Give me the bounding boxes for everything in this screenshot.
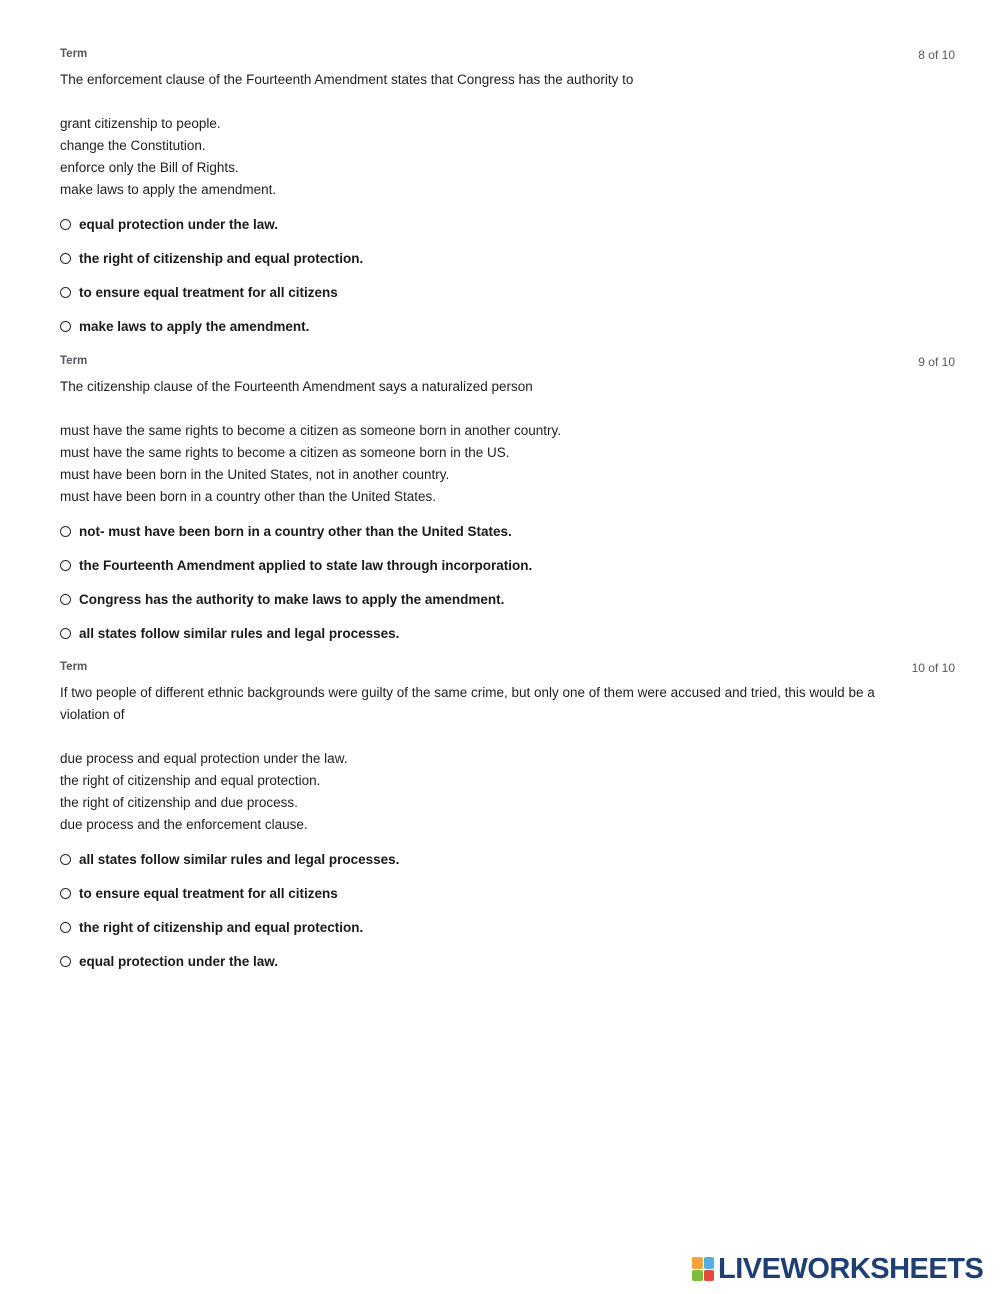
radio-button[interactable] <box>60 854 71 865</box>
prompt-line: violation of <box>60 707 125 722</box>
term-label: Term <box>60 661 88 673</box>
answer-option[interactable] <box>60 554 955 576</box>
radio-button[interactable] <box>60 287 71 298</box>
radio-button[interactable] <box>60 956 71 967</box>
question-counter: 9 of 10 <box>918 355 955 369</box>
brand-name: LIVEWORKSHEETS <box>718 1252 984 1285</box>
term-label: Term <box>60 355 88 367</box>
answer-option[interactable] <box>60 588 955 610</box>
choice-text: must have been born in the United States, not in another country. <box>60 467 450 482</box>
choice-text: must have the same rights to become a citizen as someone born in the US. <box>60 445 510 460</box>
choice-text: must have been born in a country other than the United States. <box>60 489 436 504</box>
choice-text: must have the same rights to become a citizen as someone born in another country. <box>60 423 562 438</box>
question-counter: 10 of 10 <box>911 661 955 675</box>
option-label: make laws to apply the amendment. <box>79 318 310 334</box>
radio-button[interactable] <box>60 253 71 264</box>
answer-option[interactable] <box>60 247 955 269</box>
radio-button[interactable] <box>60 922 71 933</box>
choice-text: due process and the enforcement clause. <box>60 817 308 832</box>
question-prompt <box>60 376 920 508</box>
prompt-spacer <box>60 91 920 113</box>
option-label: the right of citizenship and equal protection. <box>79 250 364 266</box>
answer-option[interactable] <box>60 950 955 972</box>
option-label: Congress has the authority to make laws to apply the amendment. <box>79 591 505 607</box>
question-8 <box>60 48 955 337</box>
choice-text: enforce only the Bill of Rights. <box>60 160 239 175</box>
logo-mark-icon <box>692 1257 714 1281</box>
prompt-line: If two people of different ethnic backgrounds were guilty of the same crime, but only one of them were accused and tried, this would be a <box>60 685 875 700</box>
logo-tile <box>704 1270 715 1282</box>
option-label: to ensure equal treatment for all citizens <box>79 885 338 901</box>
radio-button[interactable] <box>60 628 71 639</box>
radio-button[interactable] <box>60 526 71 537</box>
prompt-spacer <box>60 726 920 748</box>
option-label: not- must have been born in a country other than the United States. <box>79 523 512 539</box>
answer-option[interactable] <box>60 213 955 235</box>
answer-options <box>60 848 955 972</box>
term-label: Term <box>60 48 88 60</box>
radio-button[interactable] <box>60 219 71 230</box>
question-prompt <box>60 69 920 201</box>
logo-tile <box>704 1257 715 1269</box>
radio-button[interactable] <box>60 594 71 605</box>
radio-button[interactable] <box>60 888 71 899</box>
option-label: equal protection under the law. <box>79 216 279 232</box>
prompt-line: The enforcement clause of the Fourteenth Amendment states that Congress has the authority to <box>60 72 634 87</box>
radio-button[interactable] <box>60 560 71 571</box>
radio-button[interactable] <box>60 321 71 332</box>
logo-tile <box>692 1270 703 1282</box>
answer-option[interactable] <box>60 520 955 542</box>
answer-option[interactable] <box>60 315 955 337</box>
option-label: the Fourteenth Amendment applied to state law through incorporation. <box>79 557 533 573</box>
answer-option[interactable] <box>60 916 955 938</box>
option-label: to ensure equal treatment for all citizens <box>79 284 338 300</box>
choice-text: the right of citizenship and equal protection. <box>60 773 321 788</box>
choice-text: the right of citizenship and due process. <box>60 795 298 810</box>
answer-options <box>60 520 955 644</box>
choice-text: change the Constitution. <box>60 138 206 153</box>
option-label: all states follow similar rules and legal processes. <box>79 625 400 641</box>
answer-option[interactable] <box>60 882 955 904</box>
choice-text: make laws to apply the amendment. <box>60 182 277 197</box>
answer-option[interactable] <box>60 622 955 644</box>
prompt-spacer <box>60 398 920 420</box>
question-counter: 8 of 10 <box>918 48 955 62</box>
answer-options <box>60 213 955 337</box>
question-10 <box>60 661 955 972</box>
option-label: all states follow similar rules and legal processes. <box>79 851 400 867</box>
option-label: the right of citizenship and equal protection. <box>79 919 364 935</box>
liveworksheets-logo <box>692 1253 983 1285</box>
option-label: equal protection under the law. <box>79 953 279 969</box>
choice-text: grant citizenship to people. <box>60 116 221 131</box>
prompt-line: The citizenship clause of the Fourteenth Amendment says a naturalized person <box>60 379 533 394</box>
choice-text: due process and equal protection under the law. <box>60 751 348 766</box>
answer-option[interactable] <box>60 848 955 870</box>
answer-option[interactable] <box>60 281 955 303</box>
logo-tile <box>692 1257 703 1269</box>
question-9 <box>60 355 955 644</box>
question-prompt <box>60 682 920 836</box>
